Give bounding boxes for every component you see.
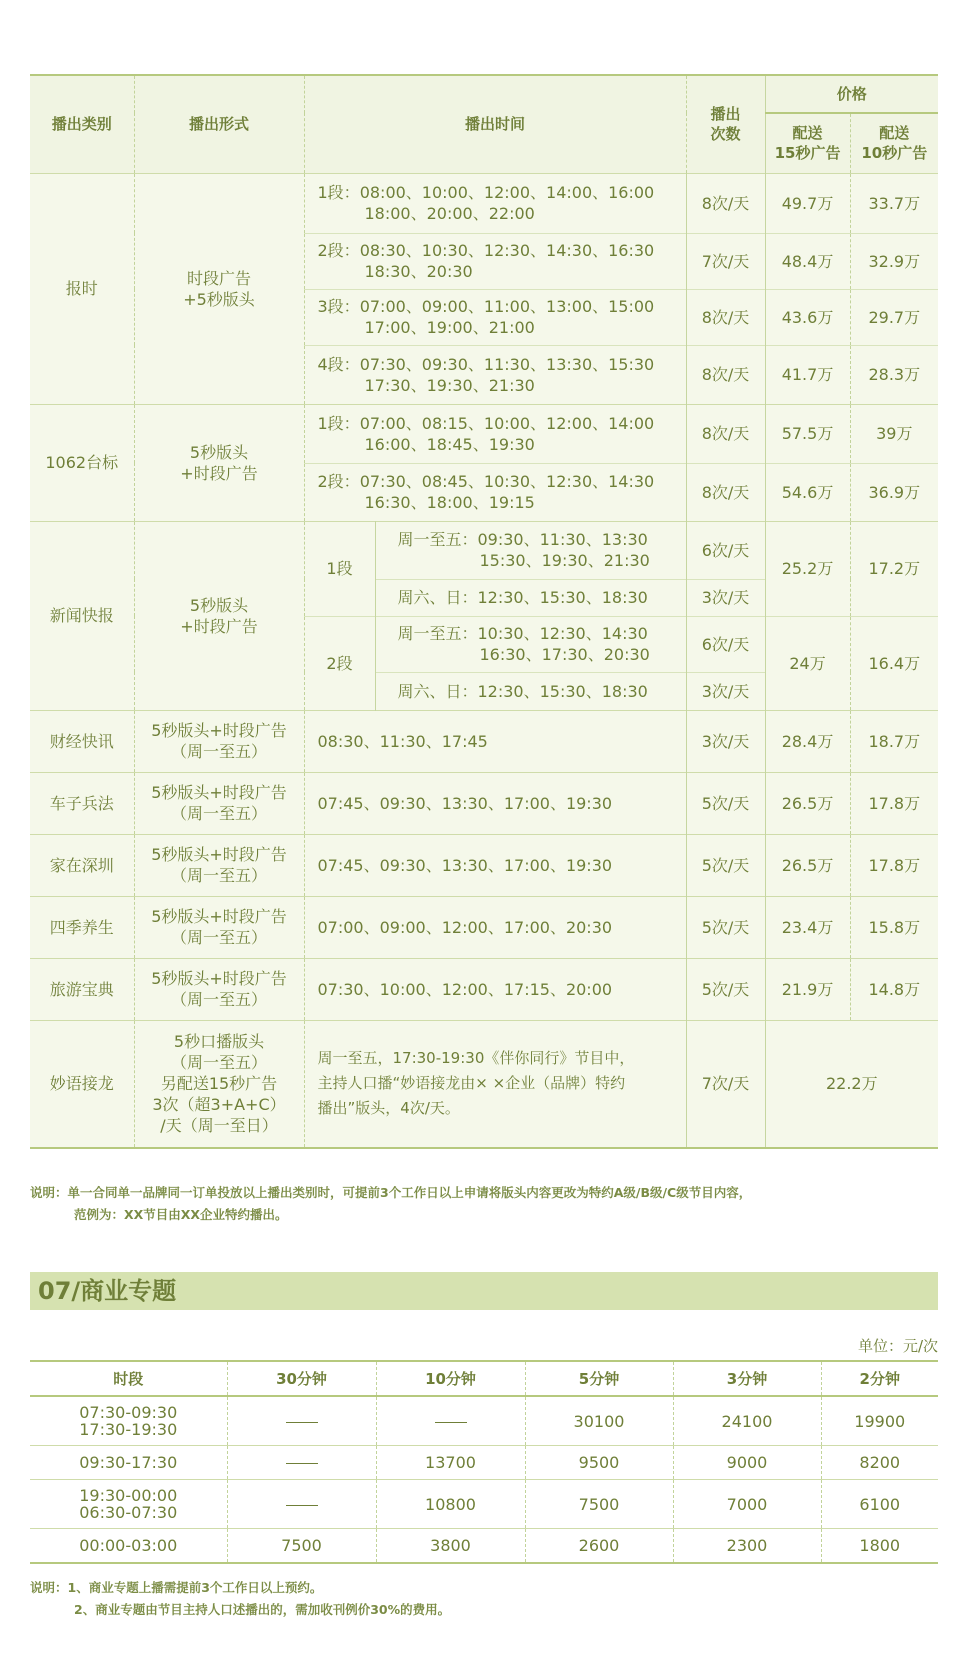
price-15s-cell: 43.6万 (765, 289, 850, 345)
segment-label: 1段： (317, 183, 360, 202)
commercial-topic-table-wrap (30, 1360, 938, 1564)
count-cell: 5次/天 (686, 958, 765, 1020)
price-10s-cell: 17.8万 (850, 772, 938, 834)
category-cell: 报时 (30, 173, 134, 404)
cell-2min: 8200 (821, 1446, 938, 1480)
price-15s-cell: 49.7万 (765, 173, 850, 233)
time-cell (304, 289, 686, 345)
desc-line1: 周一至五，17:30-19:30《伴你同行》节目中， (317, 1049, 635, 1068)
segment-label: 2段： (317, 241, 360, 260)
table-row (30, 1020, 938, 1148)
time-cell (375, 521, 686, 579)
count-cell: 3次/天 (686, 579, 765, 616)
price-15s-cell: 41.7万 (765, 345, 850, 404)
times-line1: 周一至五：09:30、11:30、13:30 (397, 530, 648, 549)
header-price: 价格 (765, 75, 938, 113)
price-10s-cell: 15.8万 (850, 896, 938, 958)
section-title: 07/商业专题 (30, 1272, 938, 1310)
slot-line1: 19:30-00:00 (79, 1486, 178, 1505)
time-cell: 07:45、09:30、13:30、17:00、19:30 (304, 834, 686, 896)
price-10s-cell: 16.4万 (850, 616, 938, 710)
cell-3min: 24100 (673, 1396, 821, 1446)
segment-label: 4段： (317, 354, 360, 374)
count-cell: 6次/天 (686, 616, 765, 672)
time-cell: 周六、日：12:30、15:30、18:30 (375, 579, 686, 616)
times-line2: 16:30、18:00、19:15 (364, 493, 535, 512)
format-line2: （周一至五） (170, 804, 267, 823)
price-15s-cell: 25.2万 (765, 521, 850, 616)
count-cell: 8次/天 (686, 173, 765, 233)
format-line1: 5秒版头+时段广告 (151, 721, 287, 740)
note-label: 说明： (30, 1580, 68, 1595)
header-5min: 5分钟 (525, 1361, 673, 1396)
header-count-line2: 次数 (710, 125, 741, 144)
dash-mark (435, 1422, 467, 1423)
count-cell: 5次/天 (686, 772, 765, 834)
format-line4: 3次（超3+A+C） (152, 1095, 286, 1115)
time-cell: 周六、日：12:30、15:30、18:30 (375, 672, 686, 710)
time-cell (304, 1020, 686, 1148)
time-cell (304, 173, 686, 233)
commercial-topic-table (30, 1360, 938, 1564)
table-row (30, 1396, 938, 1446)
header-price-10s (850, 113, 938, 173)
broadcast-price-table-wrap (30, 74, 938, 1149)
slot-cell: 09:30-17:30 (30, 1446, 227, 1480)
time-cell: 07:00、09:00、12:00、17:00、20:30 (304, 896, 686, 958)
price-10s-cell: 28.3万 (850, 345, 938, 404)
cell-5min: 30100 (525, 1396, 673, 1446)
header-price-15s-line2: 15秒广告 (774, 144, 841, 163)
time-cell: 07:30、10:00、12:00、17:15、20:00 (304, 958, 686, 1020)
category-cell: 四季养生 (30, 896, 134, 958)
header-time: 播出时间 (304, 75, 686, 173)
price-15s-cell: 48.4万 (765, 233, 850, 289)
format-line2: （周一至五） (170, 1053, 267, 1073)
price-10s-cell: 18.7万 (850, 710, 938, 772)
format-line2: （周一至五） (170, 928, 267, 947)
header-30min: 30分钟 (227, 1361, 376, 1396)
header-price-15s-line1: 配送 (792, 124, 823, 143)
header-10min: 10分钟 (376, 1361, 525, 1396)
price-15s-cell: 28.4万 (765, 710, 850, 772)
cell-30min (227, 1446, 376, 1480)
desc-line3: 播出”版头，4次/天。 (317, 1099, 460, 1118)
dash-mark (286, 1463, 318, 1464)
times-line1: 08:00、10:00、12:00、14:00、16:00 (359, 183, 655, 202)
segment-label: 2段： (317, 472, 360, 491)
format-line1: 5秒版头+时段广告 (151, 907, 287, 926)
time-cell (304, 345, 686, 404)
table-row (30, 772, 938, 834)
category-cell: 车子兵法 (30, 772, 134, 834)
category-cell: 财经快讯 (30, 710, 134, 772)
header-price-15s (765, 113, 850, 173)
format-cell (134, 772, 304, 834)
note-line1: 单一合同单一品牌同一订单投放以上播出类别时，可提前3个工作日以上申请将版头内容更改为特约A级/B级/C级节目内容， (67, 1185, 752, 1200)
slot-line1: 07:30-09:30 (79, 1403, 178, 1422)
time-cell (304, 233, 686, 289)
format-line1: 5秒版头 (189, 442, 249, 462)
format-line1: 时段广告 (186, 268, 251, 288)
format-line2: +时段广告 (180, 616, 258, 636)
header-2min: 2分钟 (821, 1361, 938, 1396)
format-line5: /天（周一至日） (160, 1116, 278, 1136)
format-cell (134, 1020, 304, 1148)
price-10s-cell: 33.7万 (850, 173, 938, 233)
note-line2: 2、商业专题由节目主持人口述播出的，需加收刊例价30%的费用。 (74, 1602, 451, 1617)
count-cell: 7次/天 (686, 233, 765, 289)
table-row (30, 1446, 938, 1480)
cell-2min: 19900 (854, 1411, 906, 1431)
desc-line2: 主持人口播“妙语接龙由× ×企业（品牌）特约 (317, 1074, 626, 1093)
cell-10min: 10800 (376, 1480, 525, 1529)
slot-cell: 00:00-03:00 (30, 1529, 227, 1564)
format-line1: 5秒版头+时段广告 (151, 969, 287, 988)
category-cell: 旅游宝典 (30, 958, 134, 1020)
price-15s-cell: 26.5万 (765, 772, 850, 834)
category-cell: 1062台标 (30, 404, 134, 521)
format-line1: 5秒版头 (189, 595, 249, 615)
category-cell: 家在深圳 (30, 834, 134, 896)
count-cell: 8次/天 (686, 345, 765, 404)
price-15s-cell: 21.9万 (765, 958, 850, 1020)
format-line1: 5秒版头+时段广告 (151, 845, 287, 864)
price-10s-cell: 36.9万 (850, 463, 938, 521)
time-cell (304, 404, 686, 463)
count-cell: 7次/天 (686, 1020, 765, 1148)
times-line2: 18:30、20:30 (364, 262, 473, 281)
cell-3min: 2300 (673, 1529, 821, 1564)
count-cell: 8次/天 (686, 289, 765, 345)
format-line3: 另配送15秒广告 (160, 1074, 278, 1094)
table-row (30, 958, 938, 1020)
segment-label: 1段： (317, 413, 360, 433)
time-cell: 07:45、09:30、13:30、17:00、19:30 (304, 772, 686, 834)
dash-mark (286, 1422, 318, 1423)
format-line2: （周一至五） (170, 742, 267, 761)
format-cell (134, 404, 304, 521)
header-category: 播出类别 (30, 75, 134, 173)
price-10s-cell: 17.2万 (850, 521, 938, 616)
price-10s-cell: 29.7万 (850, 289, 938, 345)
note-label: 说明： (30, 1185, 68, 1200)
times-line2: 16:30、17:30、20:30 (479, 645, 650, 664)
table-row (30, 1529, 938, 1564)
price-15s-cell: 24万 (765, 616, 850, 710)
format-line2: （周一至五） (170, 866, 267, 885)
table-row (30, 404, 938, 463)
price-10s-cell: 39万 (850, 404, 938, 463)
unit-label: 单位：元/次 (857, 1337, 938, 1355)
segment-label-cell: 2段 (304, 616, 375, 710)
time-cell: 08:30、11:30、17:45 (304, 710, 686, 772)
category-cell: 新闻快报 (30, 521, 134, 710)
cell-5min: 7500 (525, 1480, 673, 1529)
format-cell (134, 958, 304, 1020)
times-line1: 周一至五：10:30、12:30、14:30 (397, 624, 648, 643)
segment-label: 3段： (317, 297, 360, 316)
times-line2: 17:30、19:30、21:30 (364, 375, 535, 395)
format-cell (134, 896, 304, 958)
format-line1: 5秒版头+时段广告 (151, 783, 287, 802)
format-line2: +5秒版头 (183, 289, 255, 309)
cell-2min: 1800 (821, 1529, 938, 1564)
count-cell: 5次/天 (686, 834, 765, 896)
cell-3min: 7000 (673, 1480, 821, 1529)
slot-line2: 06:30-07:30 (79, 1503, 178, 1522)
cell-10min: 13700 (376, 1446, 525, 1480)
table-row (30, 834, 938, 896)
cell-30min (227, 1396, 376, 1446)
header-slot: 时段 (30, 1361, 227, 1396)
times-line1: 07:30、08:45、10:30、12:30、14:30 (359, 472, 655, 491)
table-row (30, 173, 938, 233)
header-price-10s-line1: 配送 (879, 124, 910, 143)
times-line1: 07:00、08:15、10:00、12:00、14:00 (359, 413, 655, 433)
slot-line2: 17:30-19:30 (79, 1420, 178, 1439)
cell-10min (376, 1396, 525, 1446)
times-line2: 17:00、19:00、21:00 (364, 318, 535, 337)
price-15s-cell: 57.5万 (765, 404, 850, 463)
note-line2: 范例为：XX节目由XX企业特约播出。 (74, 1207, 288, 1222)
category-cell: 妙语接龙 (30, 1020, 134, 1148)
table-row (30, 521, 938, 579)
header-format: 播出形式 (134, 75, 304, 173)
price-10s-cell: 17.8万 (850, 834, 938, 896)
format-line2: （周一至五） (170, 990, 267, 1009)
cell-30min: 7500 (227, 1529, 376, 1564)
dash-mark (286, 1505, 318, 1506)
note-line1: 1、商业专题上播需提前3个工作日以上预约。 (67, 1580, 323, 1595)
header-count (686, 75, 765, 173)
times-line2: 15:30、19:30、21:30 (479, 551, 650, 570)
segment-label-cell: 1段 (304, 521, 375, 616)
header-price-10s-line2: 10秒广告 (861, 144, 928, 163)
header-count-line1: 播出 (710, 105, 741, 124)
slot-cell (30, 1396, 227, 1446)
price-15s-cell: 23.4万 (765, 896, 850, 958)
broadcast-price-table (30, 74, 938, 1149)
time-cell (304, 463, 686, 521)
format-line1: 5秒口播版头 (173, 1032, 265, 1052)
header-3min: 3分钟 (673, 1361, 821, 1396)
price-10s-cell: 32.9万 (850, 233, 938, 289)
cell-2min: 6100 (821, 1480, 938, 1529)
times-line1: 08:30、10:30、12:30、14:30、16:30 (359, 241, 655, 260)
count-cell: 6次/天 (686, 521, 765, 579)
format-cell (134, 710, 304, 772)
table-row (30, 710, 938, 772)
table-row (30, 1480, 938, 1529)
format-cell (134, 173, 304, 404)
price-10s-cell: 14.8万 (850, 958, 938, 1020)
cell-30min (227, 1480, 376, 1529)
price-15s-cell: 26.5万 (765, 834, 850, 896)
times-line1: 07:00、09:00、11:00、13:00、15:00 (359, 297, 655, 316)
table-row (30, 896, 938, 958)
format-cell (134, 521, 304, 710)
cell-5min: 9500 (525, 1446, 673, 1480)
cell-5min: 2600 (525, 1529, 673, 1564)
price-15s-cell: 54.6万 (765, 463, 850, 521)
note-2 (30, 1577, 450, 1621)
format-line2: +时段广告 (180, 463, 258, 483)
price-cell: 22.2万 (765, 1020, 938, 1148)
count-cell: 8次/天 (686, 404, 765, 463)
cell-3min: 9000 (673, 1446, 821, 1480)
times-line2: 16:00、18:45、19:30 (364, 434, 535, 454)
count-cell: 8次/天 (686, 463, 765, 521)
times-line1: 07:30、09:30、11:30、13:30、15:30 (359, 354, 655, 374)
note-1 (30, 1182, 751, 1226)
count-cell: 3次/天 (686, 672, 765, 710)
count-cell: 3次/天 (686, 710, 765, 772)
count-cell: 5次/天 (686, 896, 765, 958)
cell-10min: 3800 (376, 1529, 525, 1564)
slot-cell (30, 1480, 227, 1529)
format-cell (134, 834, 304, 896)
time-cell (375, 616, 686, 672)
times-line2: 18:00、20:00、22:00 (364, 204, 535, 223)
